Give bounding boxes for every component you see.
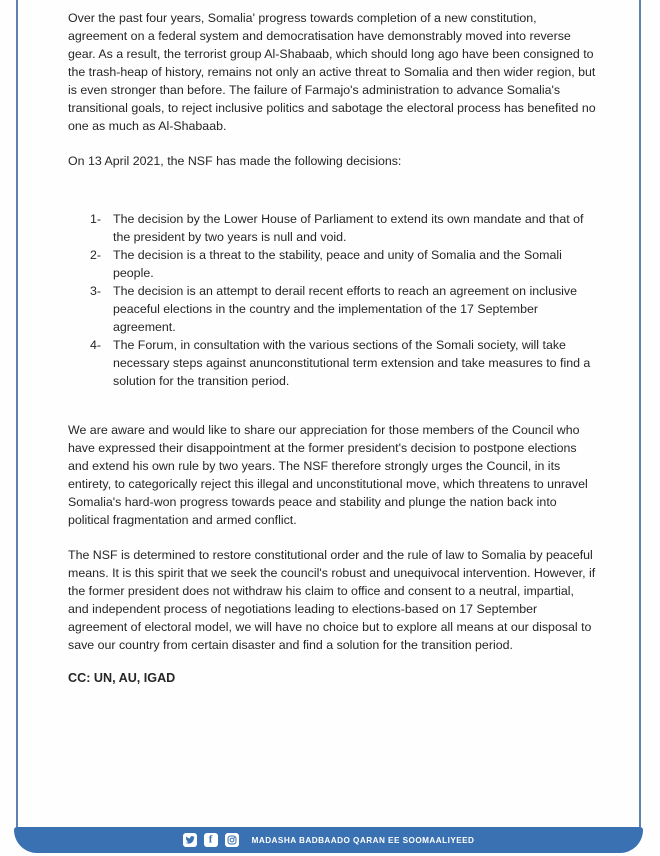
decision-item <box>90 246 596 282</box>
decision-text: The decision by the Lower House of Parliament to extend its own mandate and that of the president by two years is null and void. <box>113 212 584 244</box>
decision-number: 3- <box>90 284 102 298</box>
decision-list <box>68 210 596 390</box>
paragraph-nsf-determination: The NSF is determined to restore constitutional order and the rule of law to Somalia by peaceful means. It is this spirit that we seek the council's robust and unequivocal intervention. However, if the former president does not withdraw his claim to office and consent to a neutral, impartial, and independent process of negotiations leading to elections-based on 17 September agreement of electoral model, we will have no choice but to explore all means at our disposal to save our country from certain disaster and find a solution for the transition period. <box>68 548 596 652</box>
footer-org-name: MADASHA BADBAADO QARAN EE SOOMAALIYEED <box>251 835 475 845</box>
decision-item <box>90 210 596 246</box>
twitter-icon <box>183 833 197 847</box>
footer-bar <box>14 827 643 853</box>
decision-number: 4- <box>90 338 102 352</box>
decision-text: The Forum, in consultation with the various sections of the Somali society, will take necessary steps against anunconstitutional term extension and take measures to find a solution for the transition period. <box>113 338 591 388</box>
decision-text: The decision is an attempt to derail recent efforts to reach an agreement on inclusive peaceful elections in the country and the implementation of the 17 September agreement. <box>113 284 577 334</box>
facebook-icon <box>204 833 218 847</box>
paragraph-decisions-intro: On 13 April 2021, the NSF has made the following decisions: <box>68 154 402 168</box>
paragraph-council-appeal: We are aware and would like to share our appreciation for those members of the Council who have expressed their disappointment at the former president's decision to postpone elections and extend his own rule by two years. The NSF therefore strongly urges the Council, in its entirety, to categorically reject this illegal and unconstitutional move, which threatens to unravel Somalia's hard-won progress towards peace and stability and plunge the nation back into political fragmentation and armed conflict. <box>68 423 588 527</box>
decision-number: 2- <box>90 248 102 262</box>
document-body <box>68 9 596 685</box>
cc-line: CC: UN, AU, IGAD <box>68 671 176 685</box>
decision-text: The decision is a threat to the stability, peace and unity of Somalia and the Somali people. <box>113 248 562 280</box>
decision-number: 1- <box>90 212 102 226</box>
decision-item <box>90 282 596 336</box>
facebook-f-glyph: f <box>208 833 213 845</box>
instagram-icon <box>225 833 239 847</box>
decision-item <box>90 336 596 390</box>
paragraph-intro: Over the past four years, Somalia' progress towards completion of a new constitution, agreement on a federal system and democratisation have demonstrably moved into reverse gear. As a result, the terrorist group Al-Shabaab, which should long ago have been consigned to the trash-heap of history, remains not only an active threat to Somalia and then wider region, but is even stronger than before. The failure of Farmajo's administration to advance Somalia's transitional goals, to reject inclusive politics and sabotage the electoral process has benefited no one as much as Al-Shabaab. <box>68 11 596 133</box>
